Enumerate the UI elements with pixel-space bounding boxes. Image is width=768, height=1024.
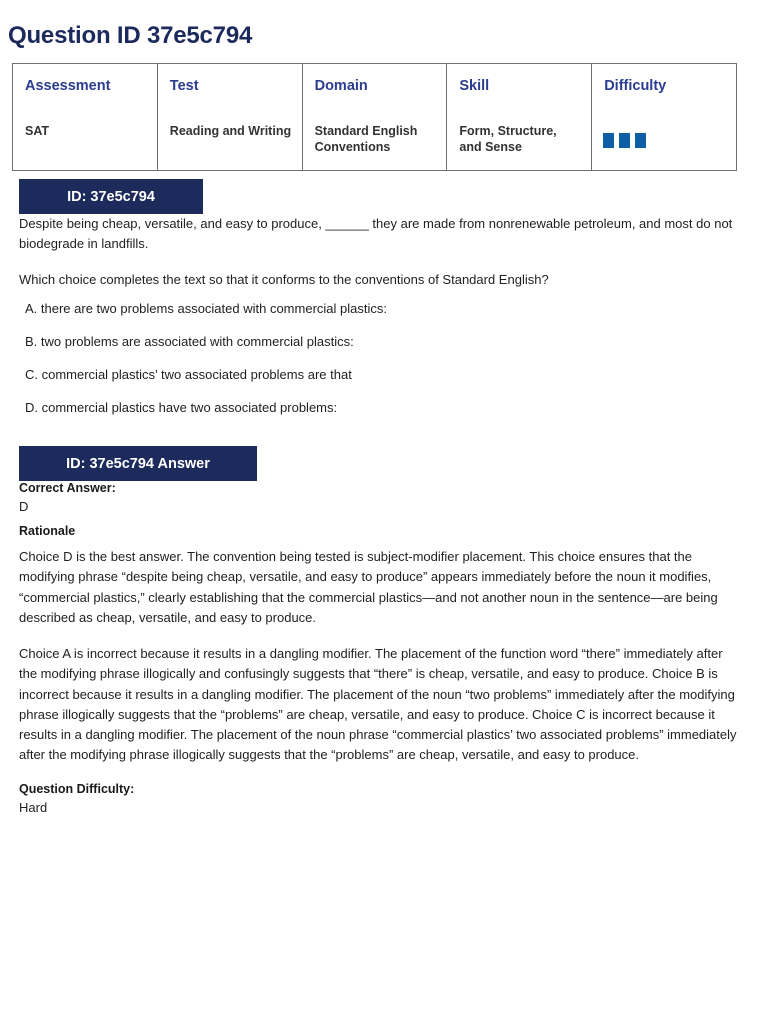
question-meta-table <box>12 63 737 171</box>
difficulty-bar <box>619 133 630 148</box>
meta-value-domain-line1: Standard English <box>314 124 418 138</box>
choice-a: A. there are two problems associated with commercial plastics: <box>25 301 387 316</box>
meta-value-domain <box>315 123 439 155</box>
meta-header-assessment: Assessment <box>25 78 111 94</box>
meta-value-assessment: SAT <box>25 124 50 138</box>
meta-value-skill-line1: Form, Structure, <box>459 124 557 138</box>
question-stem: Despite being cheap, versatile, and easy to produce, ______ they are made from nonrenewable petroleum, and most do not biodegrade in landfills. <box>19 216 733 252</box>
choice-b: B. two problems are associated with commercial plastics: <box>25 334 354 349</box>
meta-cell-test <box>157 64 302 171</box>
meta-cell-skill <box>447 64 592 171</box>
meta-value-domain-line2: Conventions <box>314 140 391 154</box>
rationale-paragraph-1: Choice D is the best answer. The convention being tested is subject-modifier placement. This choice ensures that the modifying phrase “despite being cheap, versatile, and easy to produce” appears immediately before the noun it modifies, “commercial plastics,” clearly establishing that the commercial plastics—and not another noun in the sentence—are being described as cheap, versatile, and easy to produce. <box>19 549 718 625</box>
meta-cell-difficulty <box>592 64 737 171</box>
meta-row <box>13 64 737 171</box>
question-difficulty-value: Hard <box>19 800 48 815</box>
difficulty-bar <box>635 133 646 148</box>
choice-c: C. commercial plastics’ two associated problems are that <box>25 367 352 382</box>
meta-cell-domain <box>302 64 447 171</box>
difficulty-bars-icon <box>603 133 646 148</box>
page-title: Question ID 37e5c794 <box>8 22 253 49</box>
question-difficulty-label: Question Difficulty: <box>19 782 135 796</box>
meta-cell-assessment <box>13 64 158 171</box>
meta-header-domain: Domain <box>314 78 368 94</box>
correct-answer-value: D <box>19 499 29 514</box>
difficulty-bar <box>603 133 614 148</box>
question-id-banner: ID: 37e5c794 <box>19 179 203 214</box>
meta-header-test: Test <box>169 78 199 94</box>
meta-value-test: Reading and Writing <box>169 124 292 138</box>
choice-d: D. commercial plastics have two associated problems: <box>25 400 338 415</box>
rationale-label: Rationale <box>19 524 76 538</box>
correct-answer-label: Correct Answer: <box>19 481 116 495</box>
meta-header-difficulty: Difficulty <box>604 78 667 94</box>
meta-header-skill: Skill <box>459 78 490 94</box>
meta-value-skill <box>459 123 583 155</box>
answer-id-banner: ID: 37e5c794 Answer <box>19 446 257 481</box>
meta-value-skill-line2: and Sense <box>459 140 522 154</box>
question-prompt: Which choice completes the text so that it conforms to the conventions of Standard English? <box>19 272 549 287</box>
rationale-paragraph-2: Choice A is incorrect because it results in a dangling modifier. The placement of the function word “there” immediately after the modifying phrase illogically and confusingly suggests that “there” is cheap, versatile, and easy to produce. Choice B is incorrect because it results in a dangling modifier. The placement of the noun “two problems” immediately after the modifying phrase illogically suggests that the “problems” are cheap, versatile, and easy to produce. Choice C is incorrect because it results in a dangling modifier. The placement of the noun phrase “commercial plastics’ two associated problems” immediately after the modifying phrase illogically suggests that the “problems” are cheap, versatile, and easy to produce. <box>19 646 737 763</box>
